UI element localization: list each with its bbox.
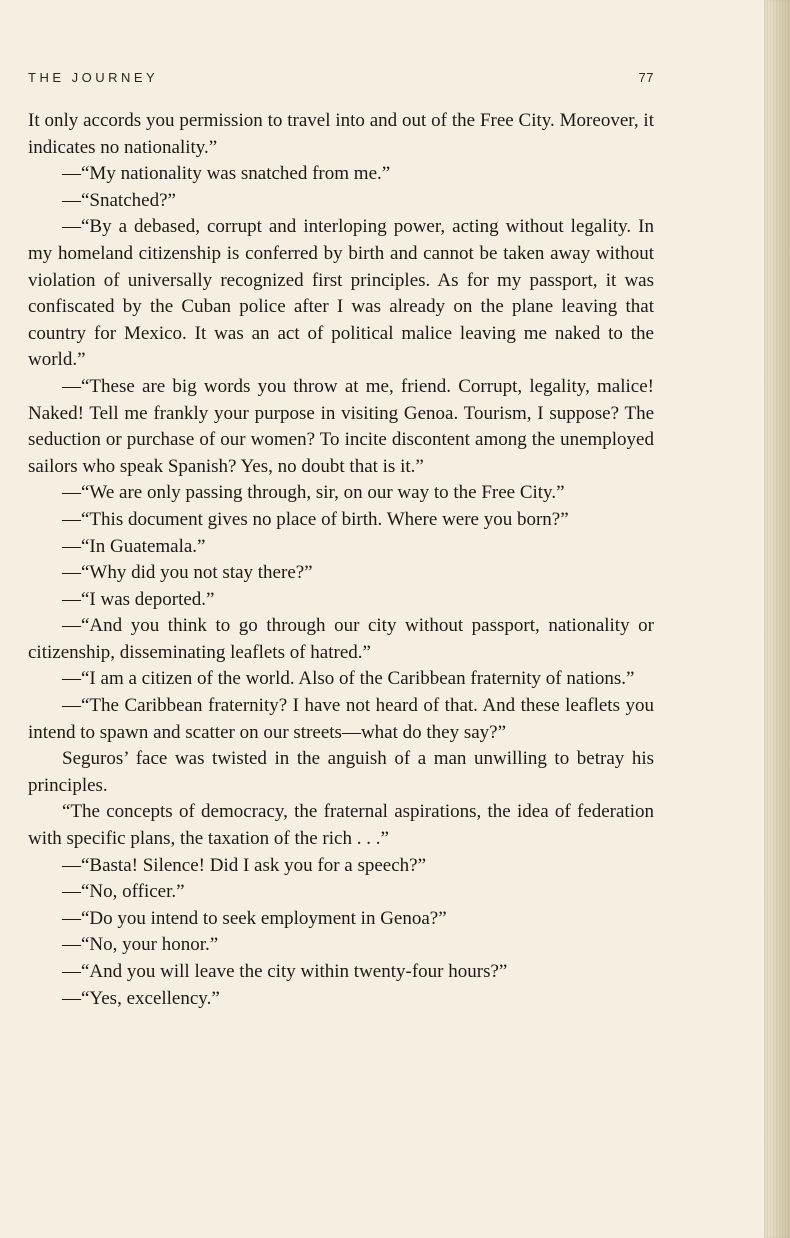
paragraph: —“And you will leave the city within twenty-four hours?” xyxy=(62,961,508,982)
paragraph: —“Basta! Silence! Did I ask you for a speech?” xyxy=(62,854,427,876)
paragraph: —“And you think to go through our city without passport, nationality or citizenship, disseminating leaflets of hatred.” xyxy=(28,615,654,663)
paragraph: —“We are only passing through, sir, on our way to the Free City.” xyxy=(62,482,565,504)
paragraph: —“The Caribbean fraternity? I have not heard of that. And these leaflets you intend to spawn and scatter on our streets—what do they say?” xyxy=(28,695,654,743)
paragraph: —“No, your honor.” xyxy=(62,934,219,956)
paragraph: —“My nationality was snatched from me.” xyxy=(62,163,391,185)
page-edge xyxy=(764,0,790,1238)
running-title: THE JOURNEY xyxy=(28,70,159,85)
paragraph: —“I was deported.” xyxy=(62,588,215,610)
paragraph: “The concepts of democracy, the fraternal aspirations, the idea of federation with specific plans, the taxation of the rich . . .” xyxy=(28,801,654,850)
page-number: 77 xyxy=(638,70,654,85)
paragraph: —“Why did you not stay there?” xyxy=(62,562,313,584)
paragraph: —“Snatched?” xyxy=(62,189,176,211)
paragraph: Seguros’ face was twisted in the anguish of a man unwilling to betray his principles. xyxy=(28,748,654,796)
paragraph: It only accords you permission to travel into and out of the Free City. Moreover, it indicates no nationality.” xyxy=(28,110,654,158)
paragraph: —“In Guatemala.” xyxy=(62,535,206,557)
paragraph: —“I am a citizen of the world. Also of the Caribbean fraternity of nations.” xyxy=(62,668,635,690)
paragraph: —“These are big words you throw at me, friend. Corrupt, legality, malice! Naked! Tell me frankly your purpose in visiting Genoa. Tourism, I suppose? The seduction or purchase of our women? To incite discontent among the unemployed sailors who speak Spanish? Yes, no doubt that is it.” xyxy=(28,375,654,477)
running-head xyxy=(28,70,654,85)
paragraph: —“No, officer.” xyxy=(62,881,185,903)
paragraph: —“By a debased, corrupt and interloping power, acting without legality. In my homeland citizenship is conferred by birth and cannot be taken away without violation of universally recognized first principles. As for my passport, it was confiscated by the Cuban police after I was already on the plane leaving that country for Mexico. It was an act of political malice leaving me naked to the world.” xyxy=(28,216,654,371)
body-text xyxy=(28,108,654,1012)
paragraph: —“This document gives no place of birth. Where were you born?” xyxy=(62,508,569,530)
paragraph: —“Do you intend to seek employment in Genoa?” xyxy=(62,907,447,929)
paragraph: —“Yes, excellency.” xyxy=(62,987,220,1009)
